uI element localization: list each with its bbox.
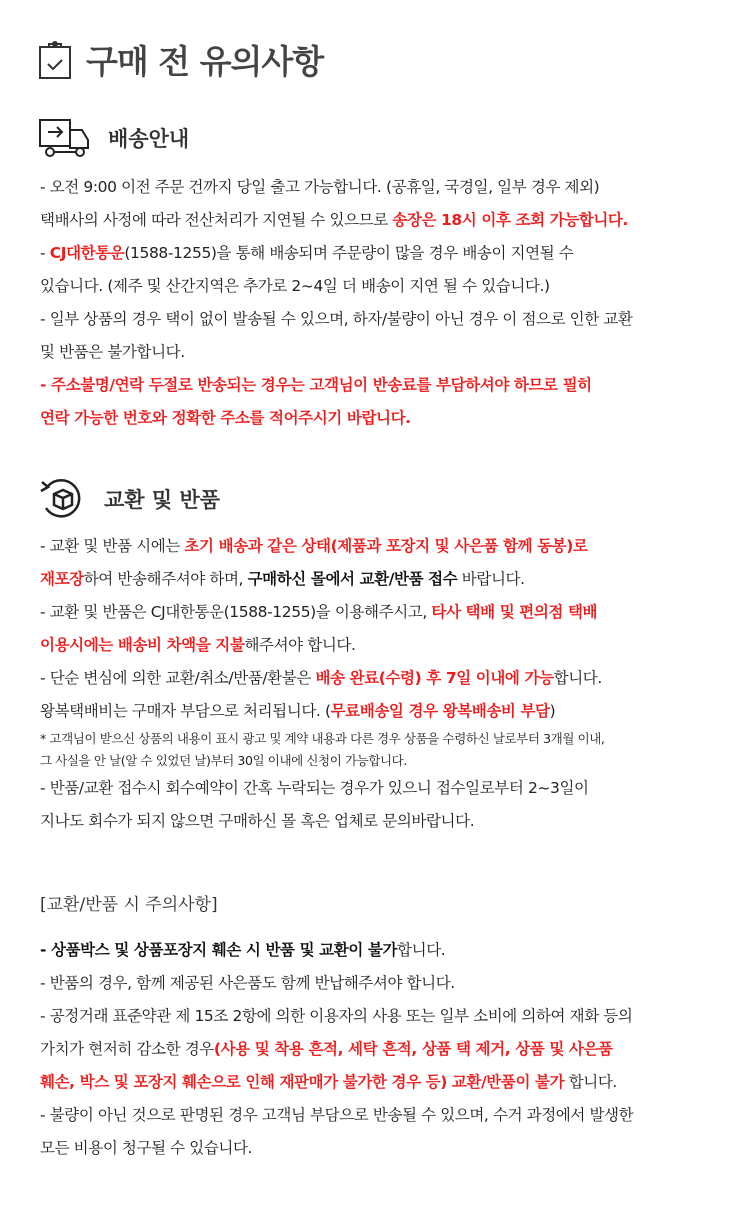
caution-block xyxy=(40,934,730,1165)
text-line xyxy=(40,1066,730,1099)
text-line xyxy=(40,530,730,563)
text-segment: (1588-1255)을 통해 배송되며 주문량이 많을 경우 배송이 지연될 수 xyxy=(124,244,574,262)
text-segment: * 고객님이 받으신 상품의 내용이 표시 광고 및 계약 내용과 다른 경우 상품을 수령하신 날로부터 3개월 이내, xyxy=(40,731,605,746)
text-segment: 합니다. xyxy=(397,941,446,959)
text-line xyxy=(40,204,730,237)
highlight-text: CJ대한통운 xyxy=(49,244,125,262)
text-segment: - 공정거래 표준약관 제 15조 2항에 의한 이용자의 사용 또는 일부 소비에 의하여 재화 등의 xyxy=(40,1007,633,1025)
text-segment: 가치가 현저히 감소한 경우 xyxy=(40,1040,214,1058)
text-line xyxy=(40,629,730,662)
section-heading-exchange xyxy=(38,476,220,522)
return-box-icon xyxy=(38,476,88,522)
highlight-text: 무료배송일 경우 왕복배송비 부담 xyxy=(330,702,550,720)
text-segment: - 교환 및 반품은 CJ대한통운(1588-1255)을 이용해주시고, xyxy=(40,603,432,621)
highlight-text: 훼손, 박스 및 포장지 훼손으로 인해 재판매가 불가한 경우 등) 교환/반품이 불가 xyxy=(40,1073,565,1091)
text-line xyxy=(40,171,730,204)
bold-text: - 상품박스 및 상품포장지 훼손 시 반품 및 교환이 불가 xyxy=(40,941,398,959)
text-segment: - 오전 9:00 이전 주문 건까지 당일 출고 가능합니다. (공휴일, 국경일, 일부 경우 제외) xyxy=(40,178,600,196)
text-segment: 합니다. xyxy=(564,1073,617,1091)
text-line xyxy=(40,1000,730,1033)
text-segment: 합니다. xyxy=(553,669,602,687)
text-segment: 그 사실을 안 날(알 수 있었던 날)부터 30일 이내에 신청이 가능합니다. xyxy=(40,753,407,768)
text-line xyxy=(40,402,730,435)
text-line xyxy=(40,772,730,805)
text-segment: 및 반품은 불가합니다. xyxy=(40,343,185,361)
highlight-text: (사용 및 착용 흔적, 세탁 흔적, 상품 택 제거, 상품 및 사은품 xyxy=(213,1040,613,1058)
highlight-text: 연락 가능한 번호와 정확한 주소를 적어주시기 바랍니다. xyxy=(40,409,411,427)
text-line xyxy=(40,563,730,596)
text-line xyxy=(40,805,730,838)
text-segment: 하여 반송해주셔야 하며, xyxy=(83,570,248,588)
text-line xyxy=(40,728,730,750)
text-line xyxy=(40,1099,730,1132)
text-line xyxy=(40,695,730,728)
text-segment: - xyxy=(40,244,50,262)
highlight-text: - 주소불명/연락 두절로 반송되는 경우는 고객님이 반송료를 부담하셔야 하므로 필히 xyxy=(40,376,592,394)
text-segment: - 반품의 경우, 함께 제공된 사은품도 함께 반납해주셔야 합니다. xyxy=(40,974,455,992)
text-segment: 있습니다. (제주 및 산간지역은 추가로 2~4일 더 배송이 지연 될 수 있습니다.) xyxy=(40,277,550,295)
clipboard-check-icon xyxy=(38,40,72,80)
text-line xyxy=(40,1132,730,1165)
text-line xyxy=(40,934,730,967)
highlight-text: 송장은 18시 이후 조회 가능합니다. xyxy=(392,211,628,229)
text-segment: 해주셔야 합니다. xyxy=(244,636,356,654)
title-text: 구매 전 유의사항 xyxy=(86,42,324,81)
text-segment: - 단순 변심에 의한 교환/취소/반품/환불은 xyxy=(40,669,316,687)
text-line xyxy=(40,750,730,772)
text-line xyxy=(40,303,730,336)
delivery-truck-icon xyxy=(38,118,92,158)
text-line xyxy=(40,596,730,629)
section-heading-delivery xyxy=(38,118,189,158)
text-segment: 지나도 회수가 되지 않으면 구매하신 몰 혹은 업체로 문의바랍니다. xyxy=(40,812,475,830)
delivery-info-block xyxy=(40,171,730,435)
page-title xyxy=(38,36,323,83)
section-title: 교환 및 반품 xyxy=(104,488,221,512)
text-line xyxy=(40,662,730,695)
text-line xyxy=(40,369,730,402)
text-segment: - 일부 상품의 경우 택이 없이 발송될 수 있으며, 하자/불량이 아닌 경우 이 점으로 인한 교환 xyxy=(40,310,633,328)
text-segment: 모든 비용이 청구될 수 있습니다. xyxy=(40,1139,253,1157)
highlight-text: 타사 택배 및 편의점 택배 xyxy=(431,603,598,621)
text-segment: ) xyxy=(549,702,556,720)
highlight-text: 재포장 xyxy=(40,570,84,588)
text-line xyxy=(40,336,730,369)
text-line xyxy=(40,1033,730,1066)
highlight-text: 배송 완료(수령) 후 7일 이내에 가능 xyxy=(315,669,554,687)
text-segment: 바랍니다. xyxy=(457,570,525,588)
highlight-text: 이용시에는 배송비 차액을 지불 xyxy=(40,636,245,654)
text-segment: - 반품/교환 접수시 회수예약이 간혹 누락되는 경우가 있으니 접수일로부터 2~3일이 xyxy=(40,779,589,797)
section-title: 배송안내 xyxy=(108,127,190,151)
exchange-info-block xyxy=(40,530,730,838)
text-line xyxy=(40,967,730,1000)
text-line xyxy=(40,270,730,303)
text-line xyxy=(40,237,730,270)
text-segment: - 불량이 아닌 것으로 판명된 경우 고객님 부담으로 반송될 수 있으며, 수거 과정에서 발생한 xyxy=(40,1106,634,1124)
highlight-text: 초기 배송과 같은 상태(제품과 포장지 및 사은품 함께 동봉)로 xyxy=(184,537,588,555)
text-segment: - 교환 및 반품 시에는 xyxy=(40,537,185,555)
bold-text: 구매하신 몰에서 교환/반품 접수 xyxy=(247,570,458,588)
caution-heading: [교환/반품 시 주의사항] xyxy=(40,895,218,915)
text-segment: 왕복택배비는 구매자 부담으로 처리됩니다. ( xyxy=(40,702,331,720)
text-segment: 택배사의 사정에 따라 전산처리가 지연될 수 있으므로 xyxy=(40,211,393,229)
